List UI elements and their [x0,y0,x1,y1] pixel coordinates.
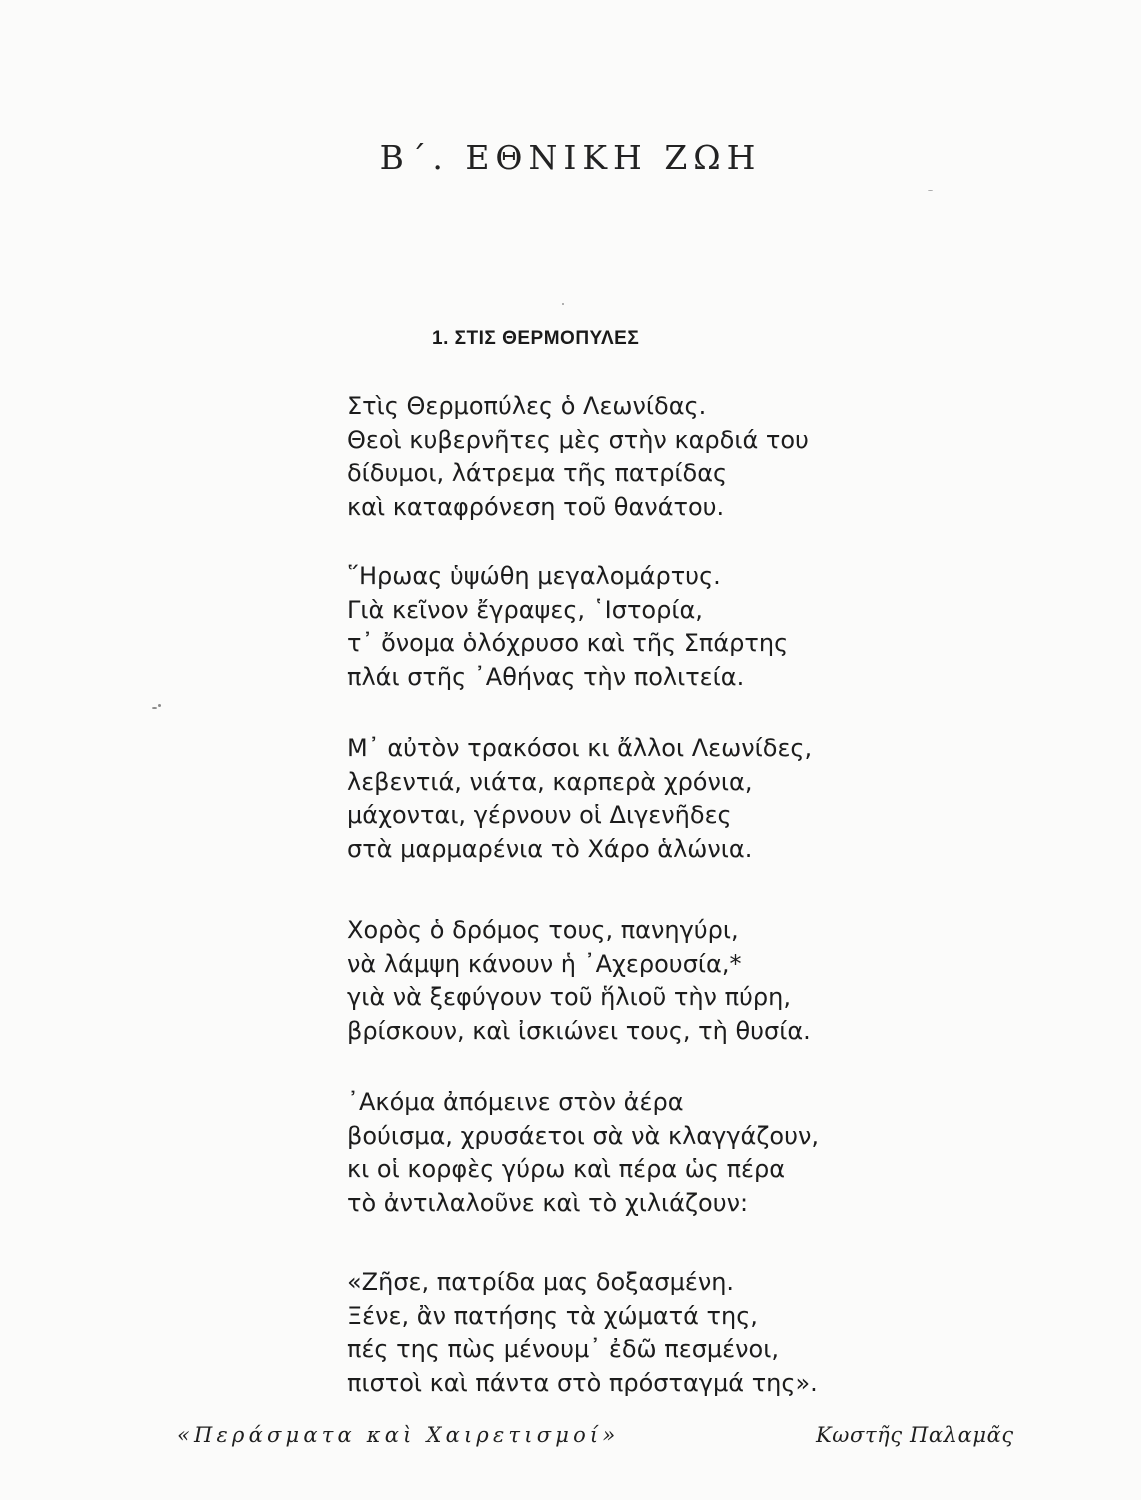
verse-line: γιὰ νὰ ξεφύγουν τοῦ ἥλιοῦ τὴν πύρη, [347,983,791,1011]
verse-line: μάχονται, γέρνουν οἱ Διγενῆδες [347,801,732,829]
stanza-6 [347,1266,818,1400]
verse-line: Χορὸς ὁ δρόμος τους, πανηγύρι, [347,916,739,944]
verse-line: Μ᾿ αὐτὸν τρακόσοι κι ἄλλοι Λεωνίδες, [347,734,813,762]
ink-speck [152,707,157,709]
verse-line: «Ζῆσε, πατρίδα μας δοξασμένη. [347,1268,735,1296]
verse-line: Ξένε, ἂν πατήσης τὰ χώματά της, [347,1301,758,1330]
poem-title: 1. ΣΤΙΣ ΘΕΡΜΟΠΥΛΕΣ [432,328,640,349]
verse-line: Στὶς Θερμοπύλες ὁ Λεωνίδας. [347,392,707,420]
verse-line: τ᾿ ὄνομα ὁλόχρυσο καὶ τῆς Σπάρτης [347,629,789,657]
verse-line: δίδυμοι, λάτρεμα τῆς πατρίδας [347,459,728,487]
stanza-1 [347,390,809,524]
section-heading: Β΄. ΕΘΝΙΚΗ ΖΩΗ [379,138,762,177]
source-collection: «Περάσματα καὶ Χαιρετισμοί» [177,1423,620,1447]
ink-speck [928,190,933,191]
stanza-5 [347,1086,819,1220]
verse-line: τὸ ἀντιλαλοῦνε καὶ τὸ χιλιάζουν: [347,1188,749,1217]
verse-line: καὶ καταφρόνεση τοῦ θανάτου. [347,492,725,521]
verse-line: ῞Ηρωας ὑψώθη μεγαλομάρτυς. [347,562,721,590]
verse-line: πιστοὶ καὶ πάντα στὸ πρόσταγμά της». [347,1368,818,1397]
poem-author: Κωστῆς Παλαμᾶς [816,1423,1014,1447]
stanza-4 [347,914,811,1048]
verse-line: ᾿Ακόμα ἀπόμεινε στὸν ἀέρα [347,1088,684,1116]
verse-line: πές της πὼς μένουμ᾿ ἐδῶ πεσμένοι, [347,1335,779,1363]
verse-line: στὰ μαρμαρένια τὸ Χάρο ἁλώνια. [347,834,753,863]
verse-line: Θεοὶ κυβερνῆτες μὲς στὴν καρδιά του [347,425,809,454]
verse-line: βούισμα, χρυσάετοι σὰ νὰ κλαγγάζουν, [347,1121,820,1150]
reverse-page-bleed [800,280,926,316]
stanza-2 [347,560,788,694]
verse-line: λεβεντιά, νιάτα, καρπερὰ χρόνια, [347,767,753,796]
verse-line: βρίσκουν, καὶ ἰσκιώνει τους, τὴ θυσία. [347,1016,811,1045]
ink-speck [158,704,161,707]
verse-line: νὰ λάμψη κάνουν ἡ ᾿Αχερουσία,* [347,949,742,978]
verse-line: κι οἱ κορφὲς γύρω καὶ πέρα ὡς πέρα [347,1155,786,1183]
stanza-3 [347,732,812,866]
verse-line: Γιὰ κεῖνον ἔγραψες, ῾Ιστορία, [347,595,703,624]
verse-line: πλάι στῆς ᾿Αθήνας τὴν πολιτεία. [347,662,745,691]
ink-speck [562,303,564,305]
